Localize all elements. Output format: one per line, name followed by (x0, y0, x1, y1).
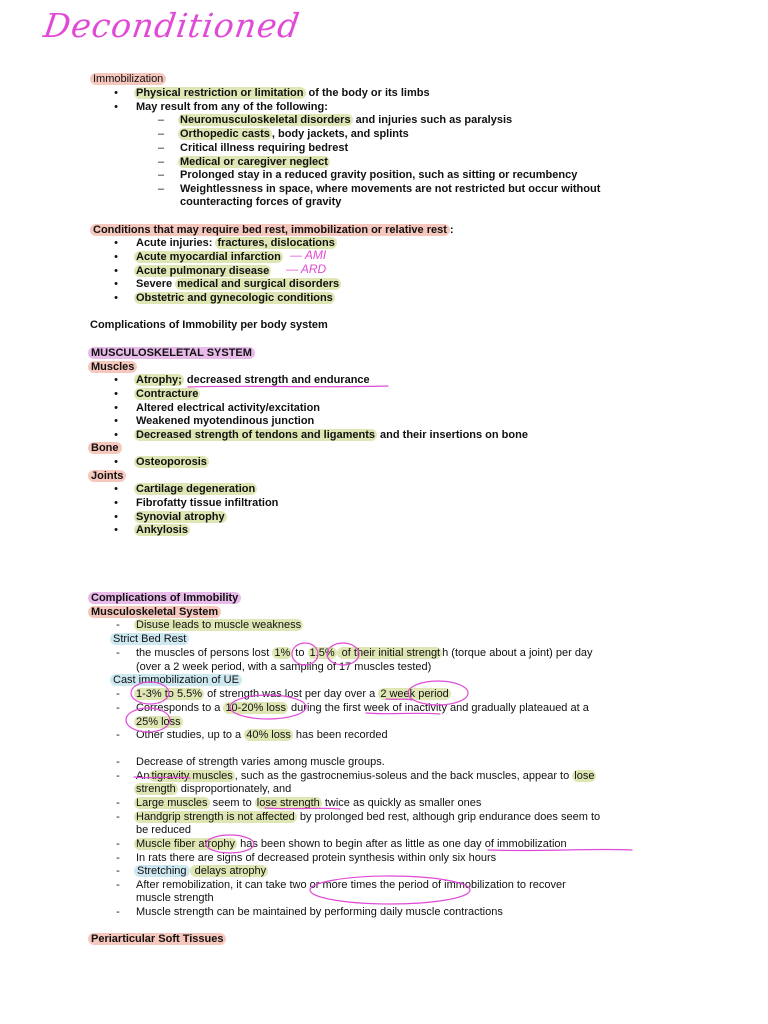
list-item: May result from any of the following: (136, 101, 328, 113)
bullet: • (114, 388, 118, 400)
list-item: Muscle strength can be maintained by performing daily muscle contractions (136, 906, 503, 918)
hyphen: - (116, 770, 120, 782)
list-item: Acute pulmonary disease (136, 265, 270, 277)
dash: – (157, 183, 165, 195)
dash: – (157, 114, 165, 126)
bullet: • (114, 524, 118, 536)
subheading-cast-immobilization: Cast immobilization of UE (110, 674, 242, 687)
bullet: • (114, 101, 118, 113)
bullet: • (114, 278, 118, 290)
bullet: • (114, 292, 118, 304)
list-item: 1-3% to 5.5% of strength was lost per day over a 2 week period (136, 688, 449, 700)
section-heading-msk: MUSCULOSKELETAL SYSTEM (88, 347, 255, 360)
hyphen: - (116, 879, 120, 891)
list-item-continued: muscle strength (136, 892, 214, 904)
subheading-muscles: Muscles (88, 361, 137, 374)
hyphen: - (116, 688, 120, 700)
list-item: Weakened myotendinous junction (136, 415, 315, 427)
hyphen: - (116, 906, 120, 918)
dash: – (157, 142, 165, 154)
list-item: Muscle fiber atrophy has been shown to begin after as little as one day of immobilization (136, 838, 567, 850)
bullet: • (114, 374, 118, 386)
subheading-strict-bed-rest: Strict Bed Rest (110, 633, 189, 646)
bullet: • (114, 251, 118, 263)
page-title: Deconditioned (41, 6, 303, 45)
bullet: • (114, 87, 118, 99)
section2-heading: Complications of Immobility (88, 592, 241, 605)
list-item: Ankylosis (136, 524, 188, 536)
hyphen: - (116, 647, 120, 659)
list-item: Fibrofatty tissue infiltration (136, 497, 279, 509)
list-item: Weightlessness in space, where movements are not restricted but occur without (180, 183, 601, 195)
bullet: • (114, 237, 118, 249)
list-item: Synovial atrophy (136, 511, 225, 523)
list-item: Corresponds to a 10-20% loss during the first week of inactivity and gradually plateaued at a (136, 702, 589, 714)
bullet: • (114, 415, 118, 427)
bullet: • (114, 429, 118, 441)
bullet: • (114, 265, 118, 277)
list-item: An tigravity muscles , such as the gastrocnemius-soleus and the back muscles, appear to lose (136, 770, 595, 782)
subheading-bone: Bone (88, 442, 122, 455)
list-item: Acute injuries: fractures, dislocations (136, 237, 335, 249)
hyphen: - (116, 865, 120, 877)
section2-subheading: Musculoskeletal System (88, 606, 221, 619)
list-item: Osteoporosis (136, 456, 207, 468)
bullet: • (114, 511, 118, 523)
hyphen: - (116, 756, 120, 768)
list-item: Other studies, up to a 40% loss has been recorded (136, 729, 388, 741)
list-item: Medical or caregiver neglect (180, 156, 328, 168)
list-item-continued: 25% loss (136, 716, 181, 728)
list-item: Decreased strength of tendons and ligaments and their insertions on bone (136, 429, 528, 441)
list-item: Critical illness requiring bedrest (180, 142, 349, 154)
subheading-periarticular: Periarticular Soft Tissues (88, 933, 226, 946)
hyphen: - (116, 729, 120, 741)
dash: – (157, 128, 165, 140)
list-item-continued: (over a 2 week period, with a sampling of 17 muscles tested) (136, 661, 432, 673)
bullet: • (114, 483, 118, 495)
list-item: In rats there are signs of decreased protein synthesis within only six hours (136, 852, 497, 864)
hyphen: - (116, 838, 120, 850)
dash: – (157, 156, 165, 168)
bullet: • (114, 402, 118, 414)
list-item: Altered electrical activity/excitation (136, 402, 321, 414)
list-item: Decrease of strength varies among muscle groups. (136, 756, 385, 768)
hyphen: - (116, 702, 120, 714)
list-item: Neuromusculoskeletal disorders and injuries such as paralysis (180, 114, 513, 126)
list-item: Large muscles seem to lose strength twice as quickly as smaller ones (136, 797, 482, 809)
handwritten-note-ard: — ARD (286, 262, 327, 276)
section-heading-conditions: Conditions that may require bed rest, immobilization or relative rest : (90, 224, 454, 237)
bullet: • (114, 456, 118, 468)
dash: – (157, 169, 165, 181)
list-item-continued: be reduced (136, 824, 192, 836)
hyphen: - (116, 852, 120, 864)
complications-title: Complications of Immobility per body system (90, 319, 328, 331)
list-item: Orthopedic casts , body jackets, and splints (180, 128, 409, 140)
hyphen: - (116, 811, 120, 823)
hyphen: - (116, 619, 120, 631)
list-item: After remobilization, it can take two or more times the period of immobilization to recover (136, 879, 566, 891)
section-heading-immobilization: Immobilization (90, 73, 166, 86)
list-item: Disuse leads to muscle weakness (136, 619, 302, 631)
list-item: Cartilage degeneration (136, 483, 256, 495)
list-item: Acute myocardial infarction (136, 251, 281, 263)
hyphen: - (116, 797, 120, 809)
handwritten-note-ami: — AMI (290, 248, 327, 262)
list-item: Contracture (136, 388, 199, 400)
list-item: Handgrip strength is not affected by prolonged bed rest, although grip endurance does seem to (136, 811, 601, 823)
list-item: Physical restriction or limitation of the body or its limbs (136, 87, 430, 99)
list-item: Prolonged stay in a reduced gravity position, such as sitting or recumbency (180, 169, 578, 181)
subheading-joints: Joints (88, 470, 126, 483)
list-item: Obstetric and gynecologic conditions (136, 292, 333, 304)
list-item-continued: counteracting forces of gravity (180, 196, 342, 208)
list-item: the muscles of persons lost 1% to 1.5% of their initial strengt h (torque about a joint) per day (136, 647, 593, 659)
list-item-continued: strength disproportionately, and (136, 783, 292, 795)
list-item: Severe medical and surgical disorders (136, 278, 340, 290)
list-item: Stretching delays atrophy (134, 865, 268, 878)
bullet: • (114, 497, 118, 509)
list-item: Atrophy; decreased strength and endurance (136, 374, 370, 386)
